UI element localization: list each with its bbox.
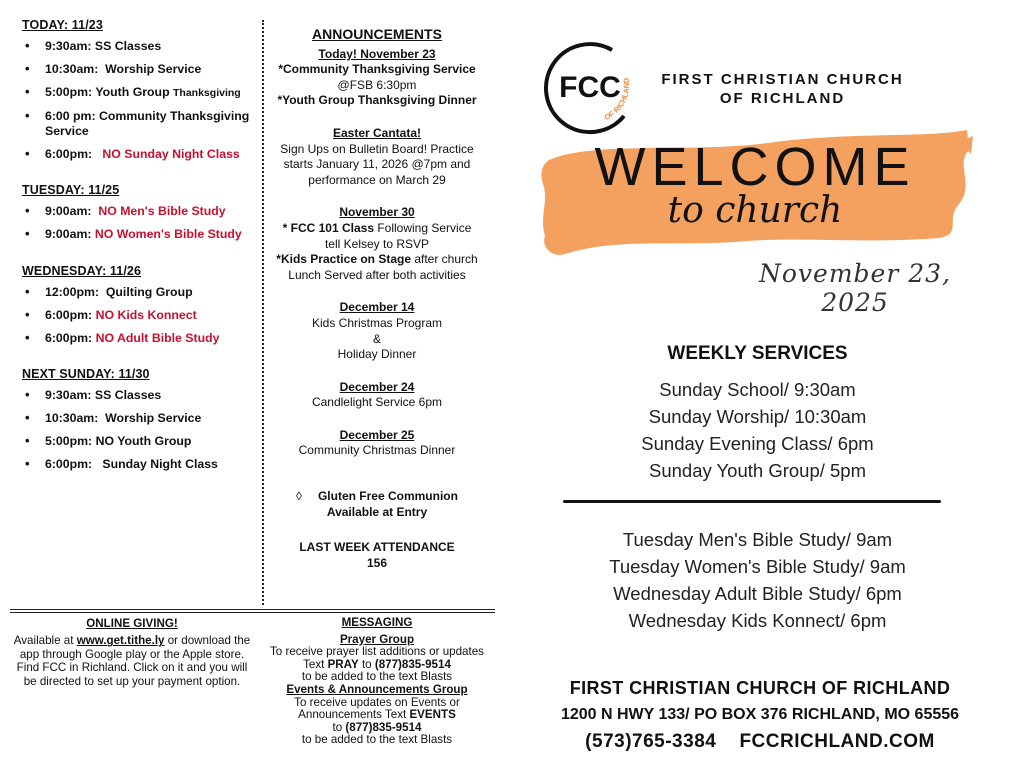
- announcement-heading: Easter Cantata!: [332, 125, 422, 140]
- announcement-dec25: [266, 428, 488, 459]
- weekly-services-title: WEEKLY SERVICES: [667, 343, 848, 364]
- announcement-text: Sign Ups on Bulletin Board! Practice starts January 11, 2026 @7pm and performance on March 29: [280, 141, 474, 187]
- service-line: Sunday School/ 9:30am: [659, 379, 856, 400]
- announcement-dec24: [266, 380, 488, 411]
- announcement-bold: *Kids Practice on Stage: [276, 252, 411, 267]
- announcements: [266, 27, 488, 571]
- prayer-text: [262, 646, 492, 671]
- list-item: [22, 285, 260, 300]
- diamond-icon: ◊: [296, 489, 302, 504]
- double-divider: [10, 609, 495, 613]
- item-text: Quilting Group: [105, 284, 193, 299]
- footer-phone[interactable]: (573)765-3384: [585, 731, 717, 752]
- item-time: 6:00pm:: [45, 307, 93, 322]
- list-item: [22, 147, 260, 162]
- item-text: NO Adult Bible Study: [95, 330, 220, 345]
- announcement-line: Available at Entry: [326, 504, 428, 519]
- announcement-dec14: [266, 300, 488, 362]
- announcement-line: Holiday Dinner: [337, 347, 417, 362]
- item-text: NO Youth Group: [95, 434, 192, 448]
- announcement-line: [266, 489, 488, 505]
- item-text: SS Classes: [94, 388, 162, 402]
- schedule-next-sunday: [22, 367, 260, 472]
- giving-pre: Available at: [13, 634, 77, 648]
- dotted-divider: [262, 20, 264, 605]
- prayer-number: (877)835-9514: [374, 657, 451, 671]
- list-item: [22, 109, 260, 138]
- footer-address: 1200 N HWY 133/ PO BOX 376 RICHLAND, MO 65556: [560, 706, 960, 723]
- announcement-heading: November 30: [339, 205, 415, 220]
- service-line: Tuesday Men's Bible Study/ 9am: [622, 529, 893, 550]
- events-post: to be added to the text Blasts: [301, 733, 453, 747]
- item-text: NO Kids Konnect: [95, 307, 197, 322]
- footer-website[interactable]: FCCRICHLAND.COM: [739, 731, 935, 752]
- item-text: Worship Service: [105, 411, 202, 425]
- item-text: Community Thanksgiving Service: [45, 109, 250, 138]
- item-time: 12:00pm:: [45, 284, 99, 299]
- item-text: Youth Group: [95, 85, 170, 99]
- announcement-line: *Youth Group Thanksgiving Dinner: [277, 93, 477, 108]
- giving-text: [12, 634, 252, 688]
- announcement-line: tell Kelsey to RSVP: [324, 236, 430, 251]
- footer-contact: [530, 731, 990, 753]
- announcement-nov30: [266, 205, 488, 283]
- announcement-line: &: [372, 331, 381, 346]
- attendance: [266, 540, 488, 571]
- giving-title: ONLINE GIVING!: [86, 617, 178, 630]
- events-keyword: EVENTS: [409, 708, 456, 722]
- logo-letters: FCC: [559, 71, 621, 104]
- list-item: [22, 227, 260, 242]
- item-time: 9:30am:: [45, 39, 92, 53]
- service-line: Wednesday Adult Bible Study/ 6pm: [613, 583, 902, 604]
- weekly-schedule: [22, 18, 260, 494]
- announcement-heading: December 24: [339, 379, 415, 394]
- schedule-wednesday: [22, 264, 260, 346]
- services-divider: [563, 500, 941, 503]
- church-name-header: [655, 70, 910, 108]
- item-text: NO Men's Bible Study: [98, 204, 226, 218]
- list-item: [22, 204, 260, 219]
- announcement-line: Kids Christmas Program: [311, 315, 443, 330]
- section-heading: WEDNESDAY: 11/26: [22, 263, 142, 278]
- events-to: to: [332, 720, 346, 734]
- announcement-heading: Today! November 23: [318, 46, 436, 61]
- list-item: [22, 331, 260, 346]
- announcement-line: Community Christmas Dinner: [298, 443, 456, 458]
- section-heading: TODAY: 11/23: [22, 18, 103, 32]
- announcement-line: *Community Thanksgiving Service: [278, 62, 476, 77]
- announcement-line: Lunch Served after both activities: [288, 267, 466, 282]
- bulletin-date: November 23, 2025: [758, 259, 951, 317]
- list-item: [22, 434, 260, 449]
- item-time: 6:00pm:: [45, 330, 93, 345]
- service-line: Sunday Youth Group/ 5pm: [648, 460, 867, 481]
- section-heading: TUESDAY: 11/25: [22, 183, 120, 197]
- giving-link[interactable]: www.get.tithe.ly: [76, 634, 165, 648]
- announcement-easter: [266, 126, 488, 188]
- item-time: 5:00pm:: [45, 434, 93, 448]
- item-time: 9:00am:: [45, 204, 92, 218]
- attendance-value: 156: [366, 555, 388, 570]
- prayer-pre: To receive prayer list additions or updates Text: [270, 645, 484, 671]
- service-line: Wednesday Kids Konnect/ 6pm: [628, 610, 887, 631]
- online-giving: [12, 617, 252, 688]
- logo-arc-text: OF RICHLAND: [602, 77, 632, 122]
- announcements-title: ANNOUNCEMENTS: [312, 26, 442, 42]
- events-number: (877)835-9514: [345, 720, 422, 734]
- church-line-1: FIRST CHRISTIAN CHURCH: [661, 71, 904, 88]
- announcement-line: [266, 252, 488, 268]
- item-text: Sunday Night Class: [102, 457, 218, 471]
- announcement-bold: * FCC 101 Class: [282, 220, 374, 235]
- prayer-to: to: [358, 657, 375, 671]
- messaging: [262, 617, 492, 747]
- prayer-keyword: PRAY: [327, 657, 359, 671]
- item-time: 5:00pm:: [45, 85, 93, 99]
- giving-post: or download the app through Google play or the Apple store. Find FCC in Richland. Click on it and you will be directed to set up your payment option.: [16, 634, 251, 688]
- service-line: Tuesday Women's Bible Study/ 9am: [609, 556, 906, 577]
- item-text: NO Women's Bible Study: [94, 227, 242, 241]
- item-time: 6:00pm:: [45, 457, 93, 471]
- item-text: Worship Service: [105, 62, 202, 76]
- welcome-heading: WELCOME: [594, 137, 916, 197]
- item-time: 6:00 pm:: [45, 109, 96, 123]
- announcement-line: @FSB 6:30pm: [337, 77, 417, 92]
- prayer-post: to be added to the text Blasts: [301, 670, 453, 684]
- list-item: [22, 457, 260, 472]
- schedule-tuesday: [22, 183, 260, 242]
- item-time: 10:30am:: [45, 411, 99, 425]
- service-line: Sunday Worship/ 10:30am: [648, 406, 867, 427]
- announcement-rest: Following Service: [374, 220, 472, 235]
- schedule-today: [22, 18, 260, 161]
- attendance-label: LAST WEEK ATTENDANCE: [299, 540, 455, 555]
- announcement-line: Candlelight Service 6pm: [311, 395, 443, 410]
- list-item: [22, 62, 260, 77]
- events-pre: To receive updates on Events or Announcements Text: [294, 695, 460, 722]
- item-time: 9:00am:: [45, 227, 92, 241]
- item-time: 6:00pm:: [45, 146, 93, 161]
- footer-church-name: FIRST CHRISTIAN CHURCH OF RICHLAND: [569, 678, 951, 698]
- announcement-heading: December 14: [339, 300, 415, 315]
- announcement-rest: after church: [411, 252, 478, 267]
- messaging-title: MESSAGING: [341, 616, 413, 629]
- service-line: Sunday Evening Class/ 6pm: [641, 433, 874, 454]
- to-church-script: to church: [667, 190, 843, 231]
- item-text: NO Sunday Night Class: [102, 146, 240, 161]
- item-time: 10:30am:: [45, 62, 99, 76]
- item-text: SS Classes: [94, 39, 162, 53]
- list-item: [22, 411, 260, 426]
- announcement-line: [266, 221, 488, 237]
- events-text: [262, 697, 492, 722]
- gluten-line: Gluten Free Communion: [317, 489, 458, 504]
- item-time: 9:30am:: [45, 388, 92, 402]
- list-item: [22, 388, 260, 403]
- church-line-2: OF RICHLAND: [719, 90, 846, 107]
- list-item: [22, 85, 260, 101]
- list-item: [22, 39, 260, 54]
- item-note: Thanksgiving: [173, 87, 241, 99]
- events-heading: Events & Announcements Group: [286, 682, 468, 696]
- gluten-free-notice: [266, 489, 488, 520]
- prayer-heading: Prayer Group: [339, 632, 415, 646]
- list-item: [22, 308, 260, 323]
- section-heading: NEXT SUNDAY: 11/30: [22, 367, 150, 381]
- announcement-today: [266, 47, 488, 109]
- announcement-heading: December 25: [339, 427, 415, 442]
